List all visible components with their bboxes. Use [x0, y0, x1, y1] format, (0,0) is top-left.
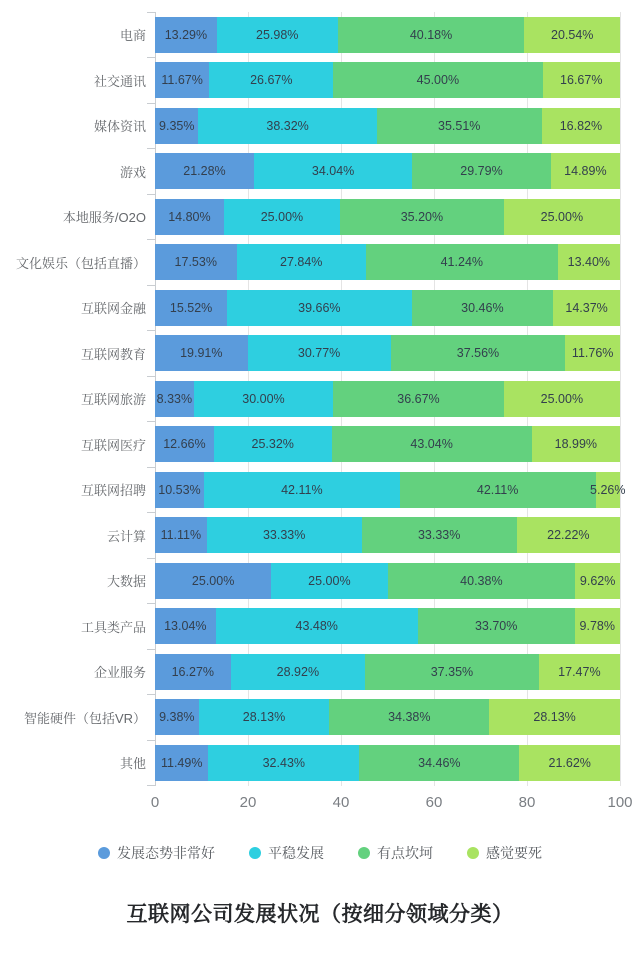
bar-segment: [362, 517, 517, 553]
category-label: 智能硬件（包括VR）: [23, 710, 146, 726]
segment-value-label: 40.18%: [409, 27, 453, 42]
segment-value-label: 14.89%: [564, 164, 607, 179]
category-label: 互联网医疗: [80, 437, 146, 453]
bar-row: [93, 103, 620, 149]
segment-value-label: 32.43%: [262, 755, 306, 770]
bar-segment: [216, 608, 418, 644]
stacked-bar: [155, 290, 620, 326]
bar-segment: [248, 335, 391, 371]
bar-segment: [155, 381, 194, 417]
segment-value-label: 19.91%: [180, 346, 223, 361]
segment-value-label: 33.70%: [474, 619, 518, 634]
segment-value-label: 15.52%: [169, 300, 213, 315]
stacked-bar: [155, 335, 620, 371]
bar-row: [106, 513, 620, 559]
segment-value-label: 30.00%: [242, 391, 285, 406]
segment-value-label: 11.76%: [571, 346, 614, 361]
segment-value-label: 27.84%: [280, 255, 323, 270]
bar-row: [62, 194, 620, 240]
stacked-bar: [155, 108, 620, 144]
segment-value-label: 21.62%: [548, 755, 591, 770]
segment-value-label: 40.38%: [460, 573, 503, 588]
category-label: 互联网招聘: [80, 483, 146, 499]
stacked-bar: [155, 745, 620, 781]
bar-segment: [155, 472, 204, 508]
segment-value-label: 13.40%: [567, 255, 611, 270]
bar-segment: [199, 699, 330, 735]
segment-value-label: 25.32%: [251, 437, 294, 452]
segment-value-label: 37.56%: [456, 346, 500, 361]
bar-segment: [517, 517, 620, 553]
bar-segment: [489, 699, 620, 735]
legend-item: [249, 843, 324, 863]
bar-segment: [565, 335, 620, 371]
legend-label: 有点坎坷: [377, 845, 433, 861]
bar-segment: [155, 654, 231, 690]
x-tick-label: 80: [518, 793, 536, 811]
bar-segment: [155, 517, 207, 553]
segment-value-label: 37.35%: [430, 664, 474, 679]
category-label: 大数据: [106, 574, 146, 590]
bar-segment: [227, 290, 411, 326]
bar-segment: [504, 199, 620, 235]
x-tick-label: 40: [332, 793, 350, 811]
category-label: 其他: [119, 756, 146, 772]
legend-dot-icon: [467, 847, 479, 859]
segment-value-label: 13.04%: [164, 619, 207, 634]
category-label: 互联网教育: [80, 346, 146, 362]
x-axis: [150, 786, 633, 816]
bar-row: [93, 649, 620, 695]
bar-segment: [155, 17, 217, 53]
bar-segment: [217, 17, 338, 53]
segment-value-label: 29.79%: [460, 164, 503, 179]
segment-value-label: 16.82%: [559, 118, 603, 133]
bar-segment: [214, 426, 332, 462]
segment-value-label: 25.00%: [540, 391, 584, 406]
bar-segment: [209, 62, 333, 98]
bar-segment: [237, 244, 366, 280]
segment-value-label: 9.35%: [159, 118, 195, 133]
segment-value-label: 25.00%: [540, 209, 584, 224]
x-tick-label: 100: [607, 793, 633, 811]
stacked-bar: [155, 472, 626, 508]
category-label: 互联网旅游: [80, 392, 146, 408]
segment-value-label: 13.29%: [164, 27, 208, 42]
segment-value-label: 35.51%: [438, 118, 481, 133]
bar-segment: [519, 745, 620, 781]
category-label: 文化娱乐（包括直播）: [15, 255, 146, 271]
segment-value-label: 36.67%: [397, 391, 440, 406]
category-label: 云计算: [106, 528, 146, 544]
segment-value-label: 33.33%: [417, 528, 461, 543]
segment-value-label: 34.46%: [418, 755, 461, 770]
segment-value-label: 5.26%: [590, 482, 626, 497]
bar-segment: [359, 745, 519, 781]
stacked-bar: [155, 17, 620, 53]
bar-row: [80, 422, 620, 468]
segment-value-label: 10.53%: [158, 482, 201, 497]
segment-value-label: 9.38%: [159, 710, 195, 725]
bar-row: [93, 58, 620, 104]
stacked-bar: [155, 381, 620, 417]
bar-segment: [377, 108, 542, 144]
category-label: 本地服务/O2O: [62, 210, 146, 226]
bar-segment: [155, 745, 208, 781]
stacked-bar: [155, 62, 620, 98]
category-label: 互联网金融: [80, 301, 146, 317]
bar-segment: [340, 199, 504, 235]
bar-segment: [155, 62, 209, 98]
category-label: 社交通讯: [93, 73, 146, 89]
segment-value-label: 17.53%: [174, 255, 217, 270]
segment-value-label: 28.92%: [276, 664, 320, 679]
bar-segment: [400, 472, 596, 508]
segment-value-label: 28.13%: [242, 710, 286, 725]
legend-dot-icon: [249, 847, 261, 859]
category-label: 游戏: [119, 164, 146, 180]
segment-value-label: 22.22%: [547, 528, 590, 543]
bar-segment: [590, 472, 626, 508]
bar-segment: [575, 608, 620, 644]
segment-value-label: 25.00%: [308, 573, 351, 588]
bar-segment: [155, 563, 271, 599]
category-label: 媒体资讯: [93, 119, 146, 135]
bar-segment: [333, 381, 504, 417]
stacked-bar: [155, 426, 620, 462]
legend-item: [358, 843, 433, 863]
bar-segment: [524, 17, 620, 53]
category-label: 电商: [119, 28, 146, 44]
stacked-bar: [155, 153, 620, 189]
x-tick-label: 60: [425, 793, 443, 811]
bar-segment: [551, 153, 620, 189]
segment-value-label: 17.47%: [558, 664, 601, 679]
segment-value-label: 8.33%: [156, 391, 193, 406]
chart-title: 互联网公司发展状况（按细分领域分类）: [126, 903, 514, 926]
segment-value-label: 11.49%: [160, 755, 203, 770]
bar-segment: [333, 62, 542, 98]
segment-value-label: 11.11%: [160, 528, 202, 543]
x-tick-label: 0: [150, 793, 160, 811]
segment-value-label: 9.78%: [579, 619, 615, 634]
bar-row: [15, 240, 620, 286]
bar-segment: [194, 381, 334, 417]
segment-value-label: 11.67%: [161, 73, 203, 88]
segment-value-label: 33.33%: [262, 528, 306, 543]
legend-label: 平稳发展: [268, 845, 324, 861]
bar-segment: [207, 517, 362, 553]
segment-value-label: 34.04%: [311, 164, 355, 179]
bar-segment: [365, 654, 539, 690]
segment-value-label: 41.24%: [440, 255, 484, 270]
bar-segment: [553, 290, 620, 326]
segment-value-label: 45.00%: [416, 73, 460, 88]
legend-dot-icon: [98, 847, 110, 859]
legend-dot-icon: [358, 847, 370, 859]
bar-segment: [532, 426, 620, 462]
segment-value-label: 30.77%: [297, 346, 341, 361]
legend: [0, 843, 640, 863]
bar-row: [80, 331, 620, 377]
legend-item: [98, 843, 215, 863]
segment-value-label: 35.20%: [400, 209, 444, 224]
bar-segment: [391, 335, 566, 371]
segment-value-label: 16.67%: [560, 73, 603, 88]
bar-segment: [412, 153, 551, 189]
bar-segment: [155, 608, 216, 644]
bar-segment: [231, 654, 365, 690]
bar-segment: [542, 108, 620, 144]
bar-segment: [155, 699, 199, 735]
segment-value-label: 26.67%: [250, 73, 293, 88]
bar-segment: [155, 199, 224, 235]
bar-row: [80, 285, 620, 331]
bar-segment: [338, 17, 525, 53]
segment-value-label: 30.46%: [461, 300, 504, 315]
segment-value-label: 25.98%: [256, 27, 299, 42]
legend-label: 发展态势非常好: [117, 845, 215, 861]
stacked-bar: [155, 608, 620, 644]
bar-segment: [558, 244, 620, 280]
bar-segment: [208, 745, 359, 781]
stacked-bar-chart: [0, 12, 640, 816]
x-tick-label: 20: [239, 793, 257, 811]
stacked-bar: [155, 244, 620, 280]
legend-label: 感觉要死: [486, 845, 542, 861]
segment-value-label: 34.38%: [388, 710, 431, 725]
segment-value-label: 28.13%: [533, 710, 576, 725]
segment-value-label: 16.27%: [171, 664, 215, 679]
legend-item: [467, 843, 542, 863]
stacked-bar: [155, 517, 620, 553]
stacked-bar: [155, 199, 620, 235]
bar-row: [119, 149, 620, 195]
bar-segment: [412, 290, 554, 326]
segment-value-label: 42.11%: [281, 482, 323, 497]
bar-row: [80, 467, 626, 513]
bar-row: [119, 740, 620, 786]
segment-value-label: 12.66%: [163, 437, 206, 452]
bar-segment: [366, 244, 558, 280]
segment-value-label: 20.54%: [551, 27, 594, 42]
category-label: 企业服务: [93, 665, 146, 681]
bar-segment: [575, 563, 620, 599]
segment-value-label: 43.04%: [410, 437, 453, 452]
bar-segment: [155, 290, 227, 326]
bar-segment: [155, 108, 198, 144]
segment-value-label: 25.00%: [260, 209, 304, 224]
segment-value-label: 14.37%: [565, 300, 608, 315]
segment-value-label: 39.66%: [298, 300, 341, 315]
segment-value-label: 42.11%: [476, 482, 519, 497]
bar-segment: [539, 654, 620, 690]
stacked-bar: [155, 699, 620, 735]
bar-row: [23, 695, 620, 741]
bar-segment: [204, 472, 400, 508]
category-label: 工具类产品: [80, 619, 146, 635]
bar-segment: [271, 563, 387, 599]
bar-segment: [254, 153, 412, 189]
segment-value-label: 21.28%: [183, 164, 226, 179]
bar-segment: [155, 426, 214, 462]
bar-segment: [155, 153, 254, 189]
bar-row: [119, 12, 620, 58]
bar-segment: [332, 426, 532, 462]
bar-segment: [198, 108, 376, 144]
bar-segment: [504, 381, 620, 417]
segment-value-label: 25.00%: [191, 573, 235, 588]
bar-segment: [329, 699, 489, 735]
stacked-bar: [155, 654, 620, 690]
bar-row: [80, 604, 620, 650]
bar-segment: [155, 335, 248, 371]
segment-value-label: 43.48%: [295, 619, 338, 634]
segment-value-label: 38.32%: [266, 118, 309, 133]
bar-row: [80, 376, 620, 422]
stacked-bar: [155, 563, 620, 599]
segment-value-label: 14.80%: [168, 209, 211, 224]
bar-row: [106, 558, 620, 604]
bar-segment: [155, 244, 237, 280]
plot-area: [15, 12, 626, 786]
segment-value-label: 9.62%: [579, 573, 616, 588]
segment-value-label: 18.99%: [554, 437, 598, 452]
bar-segment: [388, 563, 576, 599]
bar-rows: [15, 12, 626, 786]
bar-segment: [543, 62, 621, 98]
bar-segment: [224, 199, 340, 235]
bar-segment: [418, 608, 575, 644]
